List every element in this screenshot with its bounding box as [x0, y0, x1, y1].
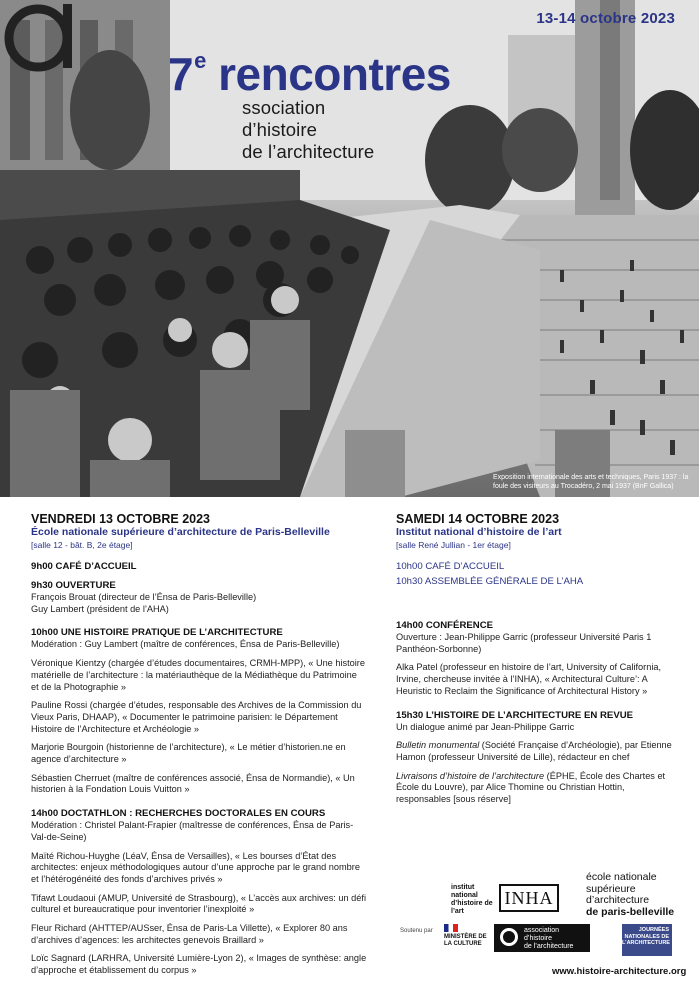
website-link[interactable]: www.histoire-architecture.org: [552, 966, 687, 977]
association-line-2: d’histoire: [242, 119, 318, 140]
friday-doctoral-talk-3: Fleur Richard (AHTTEP/AUSser, Énsa de Paris-La Villette), « Explorer 80 ans d’archives d’agences: les architectes genevois Braillard »: [31, 923, 348, 945]
event-title: [168, 38, 451, 100]
saturday-conference-title: 14h00 CONFÉRENCE: [396, 620, 494, 631]
saturday-revue-subtitle: Un dialogue animé par Jean-Philippe Garric: [396, 721, 575, 732]
edition-suffix: e: [194, 48, 206, 73]
friday-venue: École nationale supérieure d’architecture de Paris-Belleville: [31, 526, 330, 538]
friday-talk-4: Sébastien Cherruet (maître de conférences associé, Énsa de Normandie), « Un historien à la Fondation Louis Vuitton »: [31, 772, 355, 795]
friday-talk-3: Marjorie Bourgoin (historienne de l’architecture), « Le métier d’historien.ne en agence d’architecture »: [31, 742, 346, 765]
aha-small-logo: association d’histoire de l’architecture: [494, 924, 590, 952]
friday-doctoral-talk-1: Maïté Richou-Huyghe (LéaV, Énsa de Versailles), « Les bourses d’État des architectes: enjeux méthodologiques autour d’une approche par le grand nombre et l’hétérogénéité des fonds d’archives privés »: [31, 850, 360, 884]
friday-talk-2: Pauline Rossi (chargée d’études, responsable des Archives de la Commission du Vieux Paris, DHAAP), « Documenter le patrimoine parisien: le Département Histoire de l’Architecture et Archéologie »: [31, 700, 362, 734]
inha-logo: INHA: [499, 884, 559, 912]
edition-number: 7: [168, 48, 194, 100]
friday-afternoon-moderation: Modération : Christel Palant-Frapier (maîtresse de conférences, Énsa de Paris-Val-de-Seine): [31, 820, 354, 842]
saturday-slot-1: 10h00 CAFÉ D’ACCUEIL: [396, 561, 505, 572]
hero-photo: [0, 0, 699, 497]
association-line-1: ssociation: [242, 97, 326, 118]
friday-doctoral-talk-4: Loïc Sagnard (LARHRA, Université Lumière-Lyon 2), « Images de synthèse: angle d’approche et établissement du corpus »: [31, 953, 367, 976]
friday-slot-2-line-1: François Brouat (directeur de l’Énsa de Paris-Belleville): [31, 592, 257, 602]
saturday-slot-2: 10h30 ASSEMBLÉE GÉNÉRALE DE L’AHA: [396, 576, 584, 587]
friday-talk-1: Véronique Kientzy (chargée d’études documentaires, CRMH-MPP), « Une histoire matérielle de l’architecture : la matériauthèque de la Médiathèque du Patrimoine et de la Photographie »: [31, 658, 365, 692]
friday-slot-1-title: 9h00 CAFÉ D’ACCUEIL: [31, 561, 137, 572]
saturday-conference-opening: Ouverture : Jean-Philippe Garric (professeur Université Paris 1 Panthéon-Sorbonne): [396, 632, 652, 654]
friday-doctoral-talk-2: Tifawt Loudaoui (AMUP, Université de Strasbourg), « L’accès aux archives: un défi culturel et bureaucratique pour inventorier l’inexploité »: [31, 892, 367, 915]
friday-slot-3-moderation: Modération : Guy Lambert (maître de conférences, Énsa de Paris-Belleville): [31, 639, 340, 650]
aha-logo-icon: [0, 0, 88, 72]
friday-slot-2-line-2: Guy Lambert (président de l’AHA): [31, 603, 169, 614]
friday-room: [salle 12 - bât. B, 2e étage]: [31, 540, 133, 550]
saturday-venue: Institut national d’histoire de l’art: [396, 526, 562, 538]
friday-day-title: VENDREDI 13 OCTOBRE 2023: [31, 512, 210, 526]
saturday-column: [396, 512, 676, 806]
association-line-3: de l’architecture: [242, 141, 375, 162]
journees-architecture-logo: JOURNÉES NATIONALES DE L’ARCHITECTURE: [622, 924, 672, 956]
ensa-logo: école nationale supérieure d’architecture de paris-belleville: [586, 871, 675, 918]
saturday-revue-title: 15h30 L’HISTOIRE DE L’ARCHITECTURE EN REVUE: [396, 709, 634, 721]
saturday-room: [salle René Jullian - 1er étage]: [396, 540, 511, 550]
title-word: rencontres: [218, 48, 451, 100]
friday-slot-3-title: 10h00 UNE HISTOIRE PRATIQUE DE L’ARCHITECTURE: [31, 627, 283, 639]
saturday-day-title: SAMEDI 14 OCTOBRE 2023: [396, 512, 560, 526]
ministere-culture-logo: MINISTÈRE DE LA CULTURE: [444, 924, 490, 948]
friday-afternoon-title: 14h00 DOCTATHLON : RECHERCHES DOCTORALES EN COURS: [31, 808, 326, 820]
event-dates: 13-14 octobre 2023: [536, 10, 675, 27]
support-label: Soutenu par: [400, 928, 433, 934]
saturday-revue-1: Bulletin monumental (Société Française d’Archéologie), par Etienne Hamon (professeur Université de Lille), rédacteur en chef: [396, 740, 672, 762]
saturday-revue-2: Livraisons d’histoire de l’architecture (ÉPHE, École des Chartes et École du Louvre), par Alice Thomine ou Christian Hottin, responsables [sous réserve]: [396, 770, 666, 805]
flag-icon: [444, 924, 458, 932]
inha-text-logo: institut national d’histoire de l’art: [451, 884, 493, 915]
friday-column: [31, 512, 367, 977]
photo-caption: Exposition internationale des arts et techniques, Paris 1937 : la foule des visiteurs au Trocadéro, 2 mai 1937 (BnF Gallica): [493, 474, 689, 490]
friday-slot-2-title: 9h30 OUVERTURE: [31, 580, 116, 591]
saturday-conference-talk: Alka Patel (professeur en histoire de l’art, University of California, Irvine, chercheuse invitée à l’INHA), « Architectural Culture’: A Heuristic to Reclaim the Significance of Architectural History »: [396, 662, 662, 696]
aha-circle-icon: [500, 928, 518, 946]
